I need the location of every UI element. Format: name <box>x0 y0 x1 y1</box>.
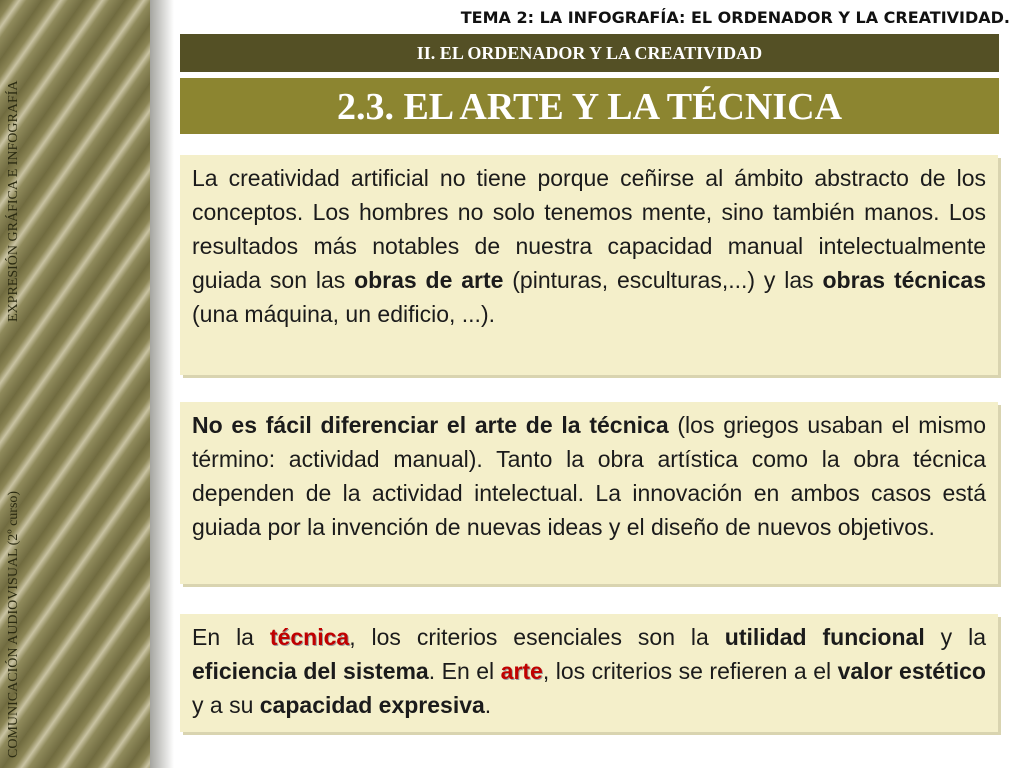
section-subtitle-bar: II. EL ORDENADOR Y LA CREATIVIDAD <box>180 34 999 72</box>
paragraph-box-criteria <box>180 614 998 732</box>
text: y la <box>924 624 986 650</box>
bold-term: eficiencia del sistema <box>192 658 429 684</box>
bold-term: obras de arte <box>354 267 504 293</box>
topic-title: TEMA 2: LA INFOGRAFÍA: EL ORDENADOR Y LA CREATIVIDAD. <box>460 8 1010 27</box>
bold-term: valor estético <box>837 658 986 684</box>
text: En la <box>192 624 270 650</box>
sidebar-course-label: COMUNICACIÓN AUDIOVISUAL (2º curso) <box>6 490 21 758</box>
text: La creatividad artificial no tiene porque ceñirse al ámbito abstracto de los conceptos. Los hombres no solo tenemos mente, sino también manos. Los resultados más notables de nuestra capacidad manual intelectualmente guiada son las <box>192 165 986 293</box>
sidebar-shadow <box>150 0 174 768</box>
highlight-term: técnica <box>269 624 350 650</box>
slide-title-bar: 2.3. EL ARTE Y LA TÉCNICA <box>180 78 999 134</box>
paragraph-box-creativity <box>180 155 998 375</box>
sidebar-subject-label: EXPRESIÓN GRÁFICA E INFOGRAFÍA <box>6 80 21 322</box>
text: , los criterios se refieren a el <box>542 658 838 684</box>
paragraph-box-art-vs-technique <box>180 402 998 584</box>
sidebar-background <box>0 0 150 768</box>
bold-term: No es fácil diferenciar el arte de la técnica <box>192 412 669 438</box>
text: (pinturas, esculturas,...) y las <box>503 267 823 293</box>
bold-term: capacidad expresiva <box>259 692 485 718</box>
highlight-term: arte <box>500 658 543 684</box>
text: . <box>484 692 492 718</box>
text: , los criterios esenciales son la <box>349 624 725 650</box>
text: y a su <box>192 692 260 718</box>
bold-term: utilidad funcional <box>724 624 925 650</box>
text: . En el <box>428 658 501 684</box>
bold-term: obras técnicas <box>822 267 986 293</box>
text: (los griegos usaban el mismo término: actividad manual). Tanto la obra artística como la obra técnica dependen de la actividad intelectual. La innovación en ambos casos está guiada por la invención de nuevas ideas y el diseño de nuevos objetivos. <box>192 412 987 540</box>
text: (una máquina, un edificio, ...). <box>192 301 495 327</box>
